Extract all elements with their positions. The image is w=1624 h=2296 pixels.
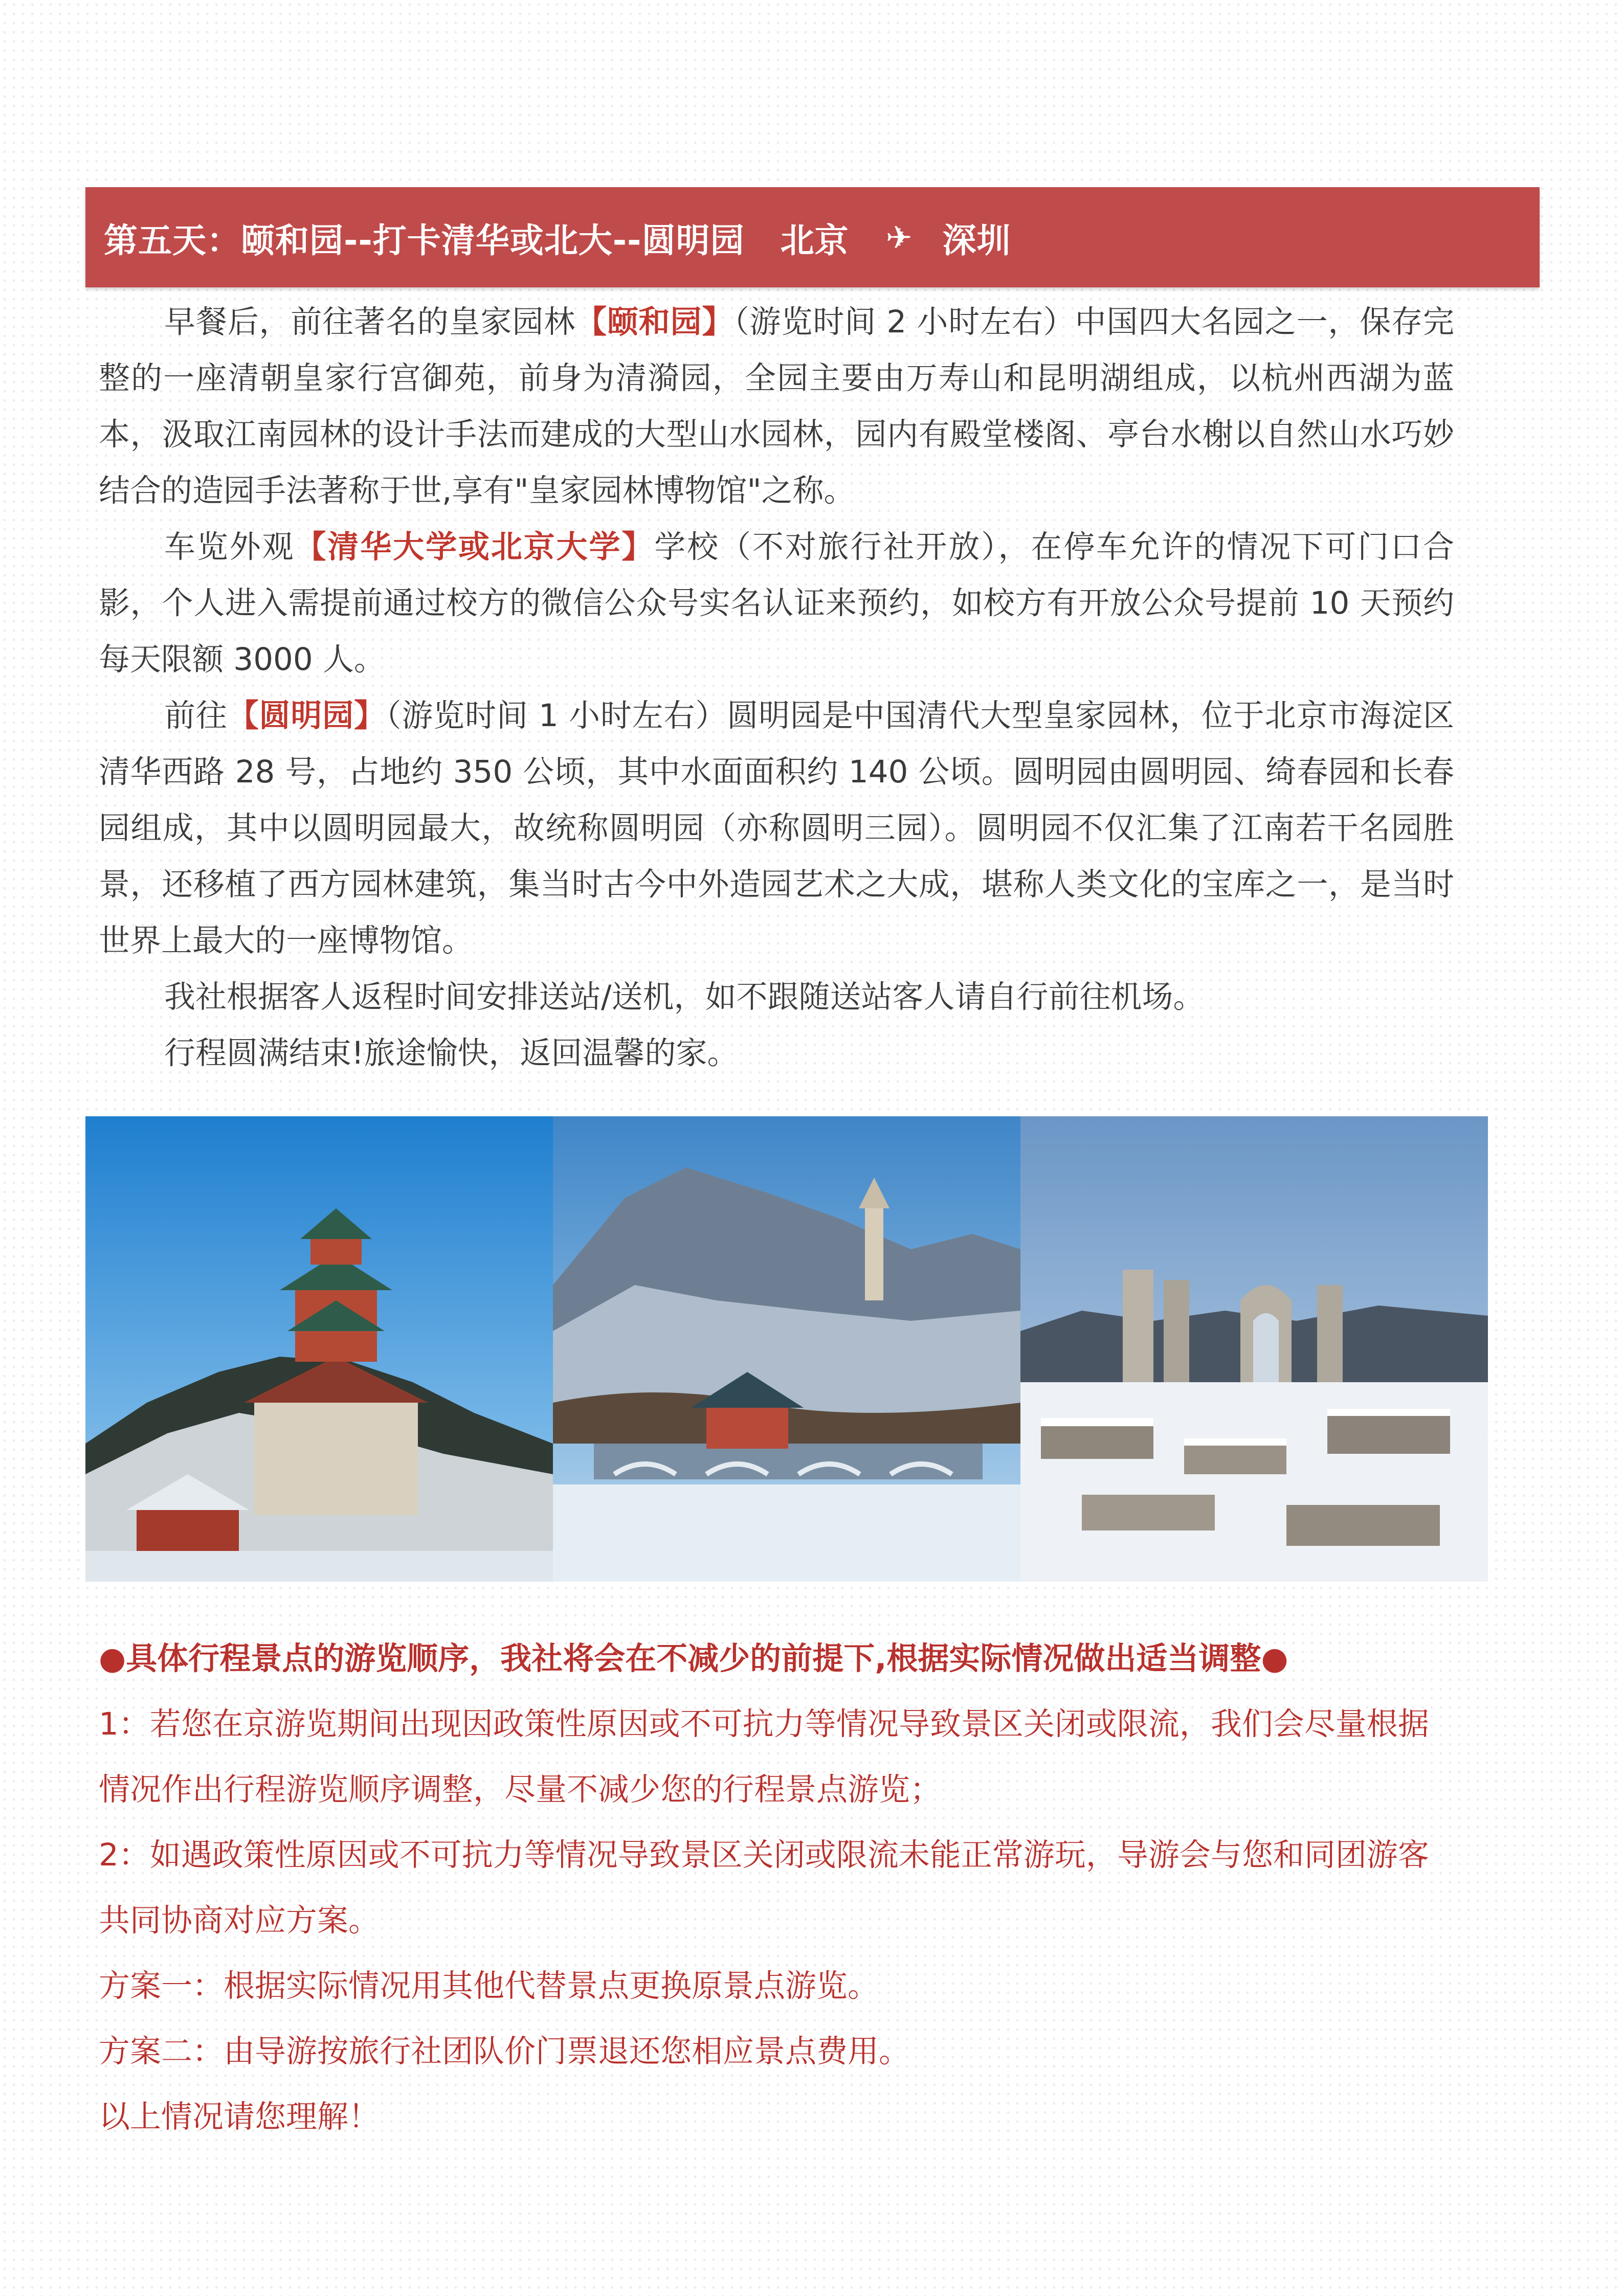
departure-city: 北京 [780, 220, 849, 260]
highlight-universities: 【清华大学或北京大学】 [295, 529, 655, 565]
day-title: 第五天：颐和园--打卡清华或北大--圆明园 [104, 220, 745, 260]
note-item: 以上情况请您理解！ [99, 2099, 380, 2135]
note-item: 2：如遇政策性原因或不可抗力等情况导致景区关闭或限流未能正常游玩，导游会与您和同团游客共同协商对应方案。 [99, 1837, 1429, 1939]
airplane-icon: ✈ [885, 218, 913, 256]
note-item: 方案二：由导游按旅行社团队价门票退还您相应景点费用。 [99, 2033, 910, 2069]
arrival-city: 深圳 [942, 220, 1011, 260]
paragraph-universities: 车览外观【清华大学或北京大学】学校（不对旅行社开放），在停车允许的情况下可门口合影，个人进入需提前通过校方的微信公众号实名认证来预约，如校方有开放公众号提前 10 天预约每天限额 3000 人。 [99, 529, 1454, 678]
summer-palace-photo [85, 1116, 553, 1582]
paragraph-airport-transfer: 我社根据客人返程时间安排送站/送机，如不跟随送站客人请自行前往机场。 [164, 979, 1205, 1015]
highlight-summer-palace: 【颐和园】 [575, 304, 734, 340]
day-banner [85, 187, 1540, 287]
itinerary-description [99, 294, 1454, 1082]
paragraph-summer-palace: 早餐后，前往著名的皇家园林【颐和园】（游览时间 2 小时左右）中国四大名园之一，保存完整的一座清朝皇家行宫御苑，前身为清漪园，全园主要由万寿山和昆明湖组成，以杭州西湖为蓝本，汲取江南园林的设计手法而建成的大型山水园林，园内有殿堂楼阁、亭台水榭以自然山水巧妙结合的造园手法著称于世,享有"皇家园林博物馆"之称。 [99, 304, 1454, 509]
paragraph-old-summer-palace: 前往【圆明园】（游览时间 1 小时左右）圆明园是中国清代大型皇家园林，位于北京市海淀区清华西路 28 号，占地约 350 公顷，其中水面面积约 140 公顷。圆明园由圆明园、绮春园和长春园组成，其中以圆明园最大，故统称圆明园（亦称圆明三园）。圆明园不仅汇集了江南若干名园胜景，还移植了西方园林建筑，集当时古今中外造园艺术之大成，堪称人类文化的宝库之一，是当时世界上最大的一座博物馆。 [99, 697, 1454, 959]
highlight-old-summer-palace: 【圆明园】 [227, 697, 386, 734]
notes-title: ●具体行程景点的游览顺序，我社将会在不减少的前提下,根据实际情况做出适当调整● [99, 1640, 1288, 1677]
pagoda-bridge-photo [553, 1116, 1020, 1582]
photo-strip [85, 1116, 1489, 1582]
old-summer-palace-ruins-photo [1020, 1116, 1488, 1582]
note-item: 1：若您在京游览期间出现因政策性原因或不可抗力等情况导致景区关闭或限流，我们会尽量根据情况作出行程游览顺序调整，尽量不减少您的行程景点游览； [99, 1706, 1429, 1808]
paragraph-trip-end: 行程圆满结束!旅途愉快，返回温馨的家。 [164, 1035, 739, 1071]
note-item: 方案一：根据实际情况用其他代替景点更换原景点游览。 [99, 1968, 879, 2004]
itinerary-notes [99, 1626, 1454, 2150]
